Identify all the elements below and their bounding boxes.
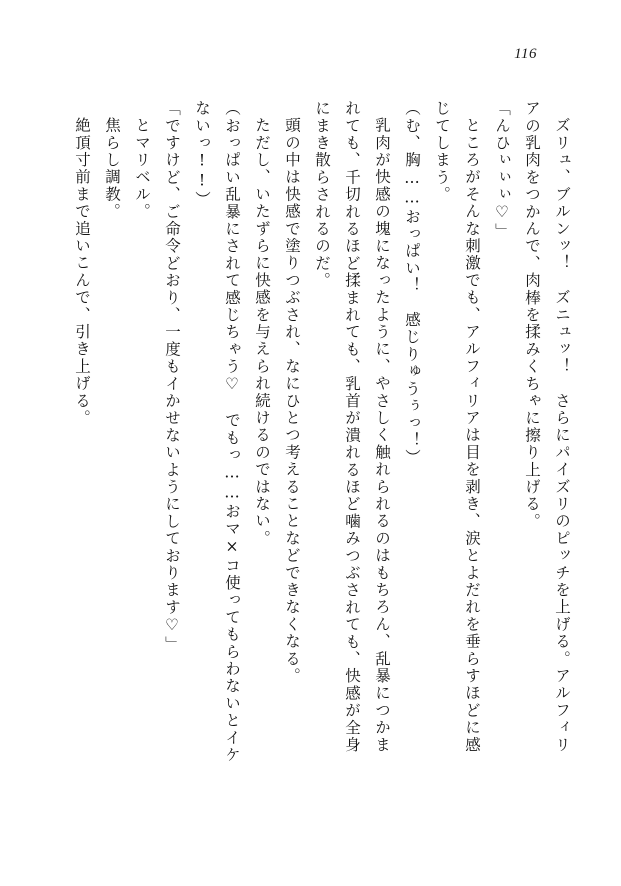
text-line: とマリベル。 — [133, 117, 151, 221]
vertical-text-block — [56, 100, 569, 820]
text-line: 焦らし調教。 — [103, 117, 121, 221]
text-line: ズリュ、ブルンッ！ ズニュッ！ さらにパイズリのピッチを上げる。アルフィリ — [553, 117, 571, 754]
text-line: 「んひぃぃぃ♡」 — [493, 100, 511, 241]
text-line: 頭の中は快感で塗りつぶされ、なにひとつ考えることなどできなくなる。 — [283, 117, 301, 685]
text-line: ないっ!!） — [193, 100, 211, 209]
text-line: 絶頂寸前まで追いこんで、引き上げる。 — [73, 117, 91, 427]
text-line: （む、胸……おっぱい！ 感じりゅうぅっ！） — [403, 100, 421, 467]
text-line: ところがそんな刺激でも、アルフィリアは目を剥き、涙とよだれを垂らすほどに感 — [463, 117, 481, 754]
text-line: にまき散らされるのだ。 — [313, 100, 331, 290]
text-line: （おっぱい乱暴にされて感じちゃう♡ でもっ……おマ×コ使ってもらわないとイケ — [223, 100, 241, 764]
text-line: アの乳肉をつかんで、肉棒を揉みくちゃに擦り上げる。 — [523, 100, 541, 530]
text-line: じてしまう。 — [433, 100, 451, 204]
text-line: ただし、いたずらに快感を与えられ続けるのではない。 — [253, 117, 271, 547]
text-line: 「ですけど、ご命令どおり、一度もイかせないようにしております♡」 — [163, 100, 181, 653]
text-line: 乳肉が快感の塊になったように、やさしく触れられるのはもちろん、乱暴につかま — [373, 117, 391, 754]
page-number: 116 — [514, 46, 537, 62]
text-line: れても、千切れるほど揉まれても、乳首が潰れるほど噛みつぶされても、快感が全身 — [343, 100, 361, 754]
